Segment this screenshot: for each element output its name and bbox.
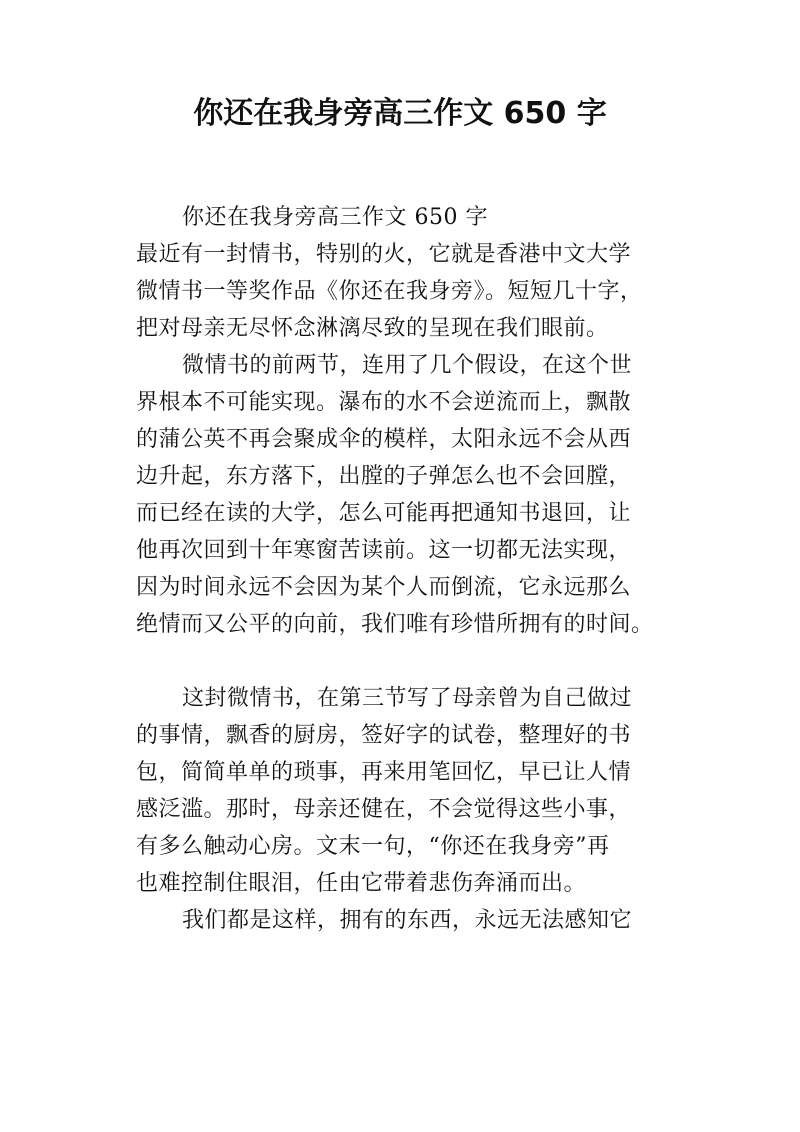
paragraph-3-line-5: 有多么触动心房。文末一句，“你还在我身旁”再 — [136, 834, 610, 859]
paragraph-2-line-5: 而已经在读的大学，怎么可能再把通知书退回，让 — [136, 501, 632, 526]
paragraph-2-line-1: 微情书的前两节，连用了几个假设，在这个世 — [182, 353, 633, 378]
paragraph-3-line-3: 包，简简单单的琐事，再来用笔回忆，早已让人情 — [136, 760, 632, 785]
paragraph-3-line-4: 感泛滥。那时，母亲还健在，不会觉得这些小事， — [136, 797, 632, 822]
document-title: 你还在我身旁高三作文 650 字 — [193, 96, 607, 131]
paragraph-2-line-7: 因为时间永远不会因为某个人而倒流，它永远那么 — [136, 575, 632, 600]
paragraph-3-line-1: 这封微情书，在第三节写了母亲曾为自己做过 — [182, 686, 633, 711]
paragraph-1-line-2: 微情书一等奖作品《你还在我身旁》。短短几十字， — [136, 279, 643, 304]
document-body — [136, 199, 676, 939]
paragraph-1-line-1: 最近有一封情书，特别的火，它就是香港中文大学 — [136, 242, 632, 267]
paragraph-2-line-3: 的蒲公英不再会聚成伞的模样，太阳永远不会从西 — [136, 427, 632, 452]
paragraph-2-line-8: 绝情而又公平的向前，我们唯有珍惜所拥有的时间。 — [136, 612, 654, 637]
paragraph-spacer — [136, 643, 676, 680]
paragraph-3-line-2: 的事情，飘香的厨房，签好字的试卷，整理好的书 — [136, 723, 632, 748]
paragraph-1-line-3: 把对母亲无尽怀念淋漓尽致的呈现在我们眼前。 — [136, 316, 609, 341]
paragraph-2-line-6: 他再次回到十年寒窗苦读前。这一切都无法实现， — [136, 538, 632, 563]
paragraph-4-line-1: 我们都是这样，拥有的东西，永远无法感知它 — [182, 908, 633, 933]
paragraph-3-line-6: 也难控制住眼泪，任由它带着悲伤奔涌而出。 — [136, 871, 587, 896]
subtitle-line: 你还在我身旁高三作文 650 字 — [182, 205, 488, 230]
paragraph-2-line-2: 界根本不可能实现。瀑布的水不会逆流而上，飘散 — [136, 390, 632, 415]
paragraph-2-line-4: 边升起，东方落下，出膛的子弹怎么也不会回膛， — [136, 464, 632, 489]
